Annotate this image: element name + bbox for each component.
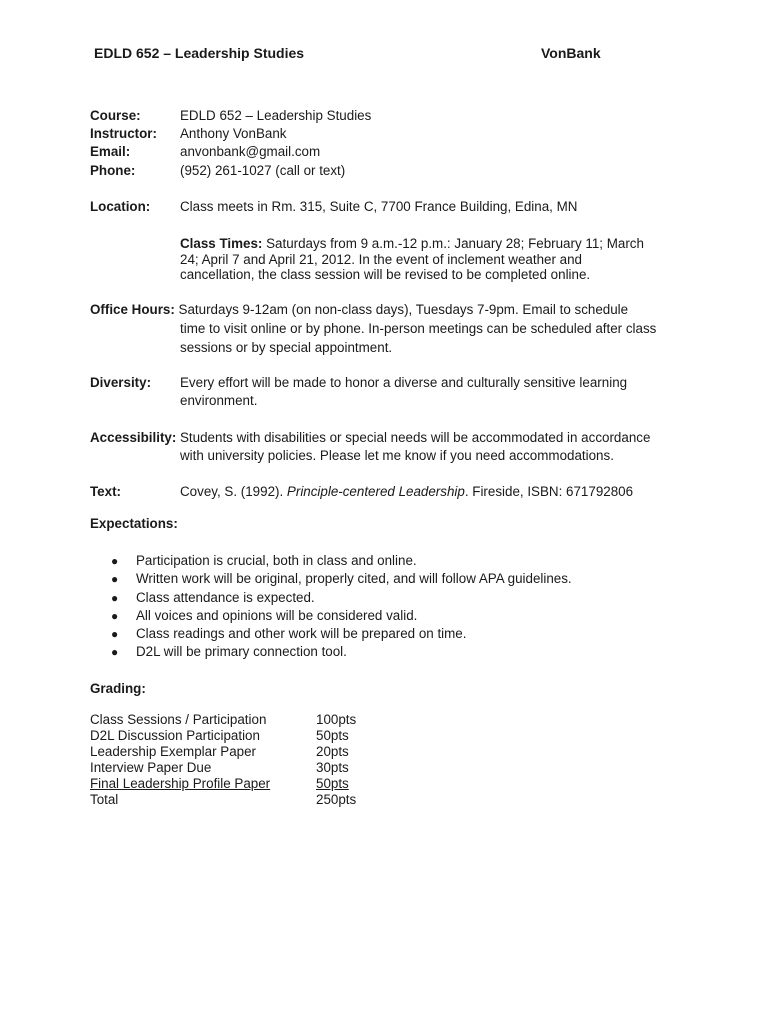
- location-label: Location:: [90, 199, 151, 214]
- diversity-line-2: environment.: [180, 393, 258, 408]
- instructor-value: Anthony VonBank: [180, 126, 287, 141]
- bullet-icon: ●: [111, 645, 119, 660]
- accessibility-line-1: Students with disabilities or special needs will be accommodated in accordance: [180, 430, 651, 445]
- phone-label: Phone:: [90, 163, 136, 178]
- email-label: Email:: [90, 144, 131, 159]
- course-label: Course:: [90, 108, 141, 123]
- bullet-icon: ●: [111, 608, 119, 623]
- bullet-icon: ●: [111, 554, 119, 568]
- header-course-title: EDLD 652 – Leadership Studies: [94, 45, 305, 61]
- office-hours-block: [90, 300, 656, 357]
- bullet-icon: ●: [111, 590, 119, 605]
- instructor-label: Instructor:: [90, 126, 157, 141]
- bullet-icon: ●: [111, 572, 119, 587]
- textbook-citation: [180, 483, 633, 501]
- email-value: anvonbank@gmail.com: [180, 144, 321, 159]
- textbook-title: Principle-centered Leadership: [286, 484, 465, 499]
- text-label: Text:: [90, 484, 121, 499]
- class-times-block: [180, 236, 680, 283]
- phone-value: (952) 261-1027 (call or text): [180, 163, 346, 178]
- textbook-author-year: Covey, S. (1992).: [180, 484, 287, 499]
- office-hours-line-1: Saturdays 9-12am (on non-class days), Tuesdays 7-9pm. Email to schedule: [174, 302, 629, 317]
- textbook-publisher: . Fireside, ISBN: 671792806: [464, 484, 634, 499]
- header-instructor-name: VonBank: [541, 45, 601, 61]
- syllabus-page: EDLD 652 – Leadership Studies VonBank Course: EDLD 652 – Leadership Studies Instructor: Anthony VonBank Email: anvonbank@gmail.com Phone: (952) 261-1027 (call or text) Location: Class meets in Rm. 315, Suite C, 7700 France Building, Edina, MN Class Times: Saturdays from 9 a.m.-12 p.m.: January 28; February 11; March 24; April 7 and April 21, 2012. In the event of inclement weather and cancellation, the class session will be revised to be completed online. Office Hours: Saturdays 9-12am (on non-class days), Tuesdays 7-9pm. Email to schedule time to visit online or by phone. In-person meetings can be scheduled after class sessions or by special appointment. Diversity: Every effort will be made to honor a diverse and culturally sensitive learning environment. Accessibility: Students with disabilities or special needs will be accommodated in accordance with university policies. Please let me know if you need accommodations. Text: Covey, S. (1992). Principle-centered Leadership. Fireside, ISBN: 671792806 Expectations: ● Participation is crucial, both in class and online. ● Written work will be original, properly cited, and will follow APA guidelines. ● Class attendance is expected. ● All voices and opinions will be considered valid. ● Class readings and other work will be prepared on time. ● D2L will be primary connection tool. Grading: Class Sessions / Participation 100pts D2L Discussion Participation 50pts Leadership Exemplar Paper 20pts Interview Paper Due 30pts Final Leadership Profile Paper 50pts Total 250pts: [0, 0, 768, 1024]
- office-hours-label: Office Hours:: [90, 302, 175, 317]
- accessibility-block: [180, 429, 680, 465]
- location-value: Class meets in Rm. 315, Suite C, 7700 France Building, Edina, MN: [180, 199, 578, 214]
- accessibility-label: Accessibility:: [90, 430, 177, 445]
- diversity-label: Diversity:: [90, 375, 152, 390]
- class-times-line-3: cancellation, the class session will be revised to be completed online.: [180, 267, 591, 283]
- expectations-heading: Expectations:: [90, 516, 178, 531]
- grading-heading: Grading:: [90, 681, 146, 696]
- office-hours-line-2: time to visit online or by phone. In-person meetings can be scheduled after class: [180, 321, 657, 336]
- bullet-icon: ●: [111, 627, 119, 642]
- diversity-line-1: Every effort will be made to honor a diverse and culturally sensitive learning: [180, 375, 628, 390]
- class-times-line-1: Saturdays from 9 a.m.-12 p.m.: January 28; February 11; March: [262, 236, 644, 251]
- course-value: EDLD 652 – Leadership Studies: [180, 108, 372, 123]
- accessibility-line-2: with university policies. Please let me know if you need accommodations.: [180, 448, 614, 463]
- diversity-block: [180, 374, 680, 410]
- class-times-line-2: 24; April 7 and April 21, 2012. In the event of inclement weather and: [180, 251, 582, 267]
- office-hours-line-3: sessions or by special appointment.: [180, 340, 393, 355]
- class-times-label: Class Times:: [180, 236, 263, 251]
